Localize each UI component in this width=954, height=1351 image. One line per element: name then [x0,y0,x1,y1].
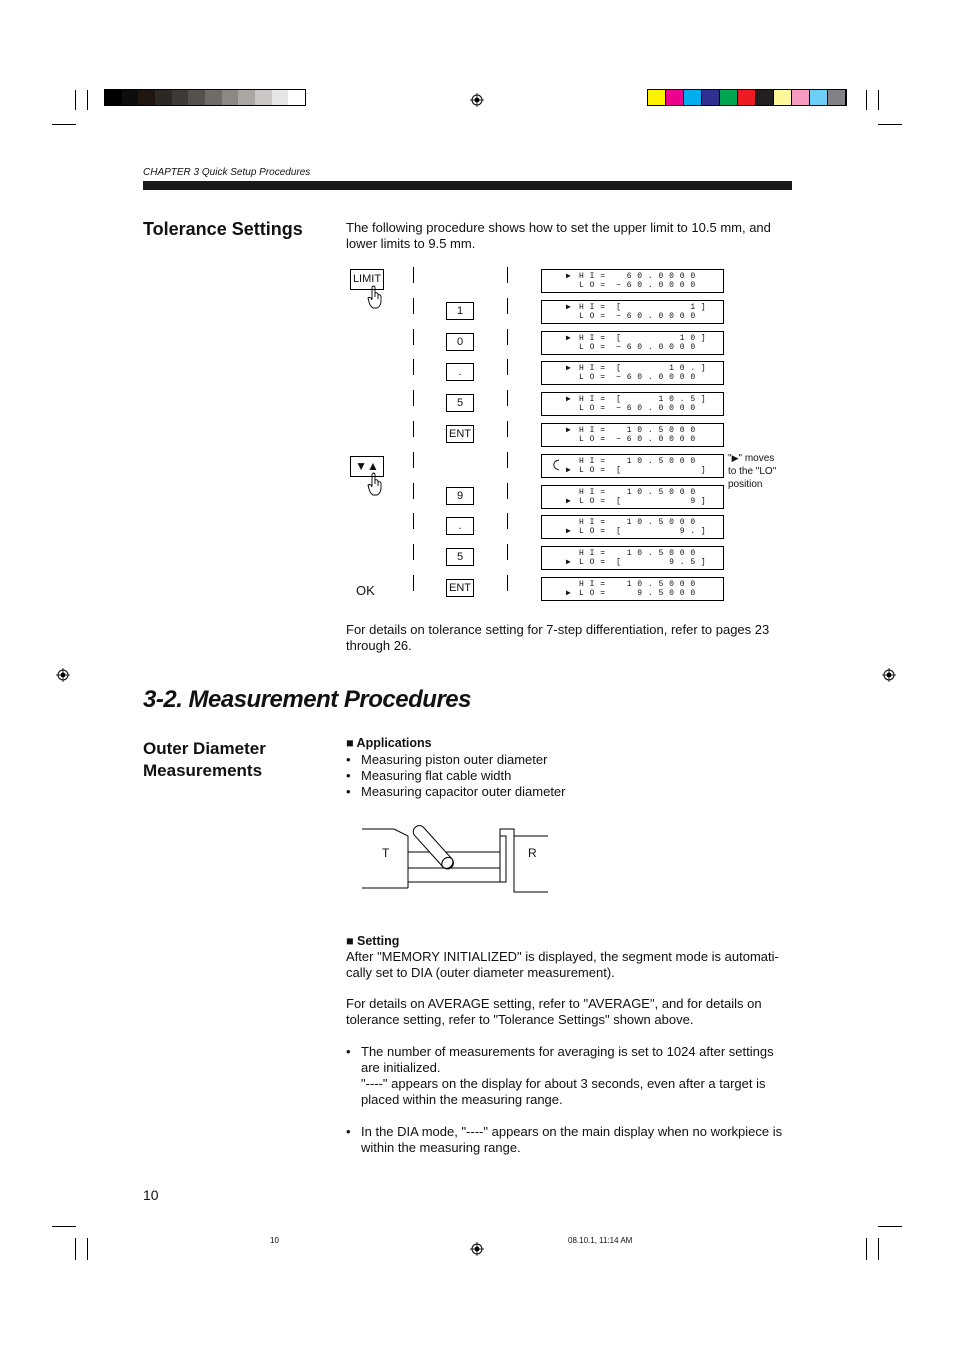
step-divider-line [413,544,414,560]
setting-paragraph-2: For details on AVERAGE setting, refer to "AVERAGE", and for details on tolerance setting, refer to "Tolerance Settings" shown above. [346,996,762,1027]
gray-swatch [238,90,255,105]
step-divider-line [507,483,508,499]
limit-key: LIMIT [350,269,384,290]
lcd-text: H I = 6 0 . 0 0 0 0 [579,272,696,281]
lcd-lo-row [542,527,723,536]
lcd-display [541,454,724,478]
chapter-header: CHAPTER 3 Quick Setup Procedures [143,167,311,178]
registration-mark-icon [470,93,484,107]
step-divider-line [413,267,414,283]
lcd-text: L O = − 6 0 . 0 0 0 0 [579,281,696,290]
slug-page: 10 [270,1236,279,1245]
section-title-measurement: 3-2. Measurement Procedures [143,686,471,713]
diameter-measurement-illustration [362,822,550,894]
numeric-key: ENT [446,579,474,597]
lcd-lo-row [542,497,723,506]
setting-notes [346,1044,786,1156]
lcd-hi-row [542,303,723,312]
lcd-hi-row [542,426,723,435]
cursor-arrow-icon: ▶ [566,426,571,435]
gray-swatch [105,90,122,105]
ok-label: OK [356,583,375,598]
color-swatch [756,90,774,105]
lcd-display [541,331,724,355]
lcd-text: L O = − 6 0 . 0 0 0 0 [579,373,696,382]
lcd-text: H I = [ 1 ] [579,303,707,312]
lcd-display [541,269,724,293]
step-divider-line [507,390,508,406]
lcd-text: L O = − 6 0 . 0 0 0 0 [579,404,696,413]
lcd-text: L O = [ ] [579,466,707,475]
tolerance-footer-text: For details on tolerance setting for 7-step differentiation, refer to pages 23 through 26. [346,622,770,653]
cursor-arrow-icon: ▶ [566,558,571,567]
color-swatch [810,90,828,105]
lcd-text: L O = − 6 0 . 0 0 0 0 [579,343,696,352]
lcd-display [541,423,724,447]
color-swatch [702,90,720,105]
setting-heading: ■ Setting [346,934,400,948]
step-divider-line [507,298,508,314]
lcd-display [541,515,724,539]
lcd-hi-row [542,334,723,343]
step-divider-line [413,452,414,468]
registration-mark-icon [882,668,896,682]
registration-mark-icon [56,668,70,682]
gray-swatch [122,90,139,105]
cursor-arrow-icon: ▶ [566,272,571,281]
gray-swatch [138,90,155,105]
step-divider-line [413,329,414,345]
lcd-lo-row [542,558,723,567]
lcd-display [541,361,724,385]
step-divider-line [413,421,414,437]
lcd-text: H I = 1 0 . 5 0 0 0 [579,457,696,466]
lcd-text: H I = [ 1 0 . 5 ] [579,395,707,404]
cursor-arrow-icon: ▶ [566,527,571,536]
gray-swatch [255,90,272,105]
lcd-text: L O = 9 . 5 0 0 0 [579,589,696,598]
step-divider-line [507,575,508,591]
lcd-text: L O = [ 9 . 5 ] [579,558,707,567]
gray-swatch [205,90,222,105]
lcd-hi-row [542,580,723,589]
lcd-text: H I = 1 0 . 5 0 0 0 [579,549,696,558]
numeric-key: 5 [446,394,474,412]
lcd-text: H I = [ 1 0 ] [579,334,707,343]
lcd-lo-row [542,343,723,352]
cursor-arrow-icon: ▶ [566,466,571,475]
gray-swatch [288,90,305,105]
numeric-key: 0 [446,333,474,351]
step-divider-line [413,390,414,406]
move-cursor-icon [551,458,565,472]
numeric-key: . [446,363,474,381]
lcd-text: H I = 1 0 . 5 0 0 0 [579,488,696,497]
lcd-lo-row [542,312,723,321]
step-divider-line [507,513,508,529]
color-swatch [774,90,792,105]
numeric-key: 9 [446,487,474,505]
cursor-arrow-icon: ▶ [731,453,739,463]
lcd-hi-row [542,395,723,404]
numeric-key: 5 [446,548,474,566]
gray-swatch [188,90,205,105]
lcd-hi-row [542,518,723,527]
up-down-key: ▼▲ [350,456,384,477]
cursor-arrow-icon: ▶ [566,497,571,506]
lcd-lo-row [542,373,723,382]
lcd-text: H I = 1 0 . 5 0 0 0 [579,426,696,435]
diagram-label-t: T [382,846,390,860]
lcd-hi-row [542,488,723,497]
lcd-lo-row [542,281,723,290]
step-divider-line [413,513,414,529]
gray-swatch [172,90,189,105]
gray-swatch [155,90,172,105]
measurement-diagram [362,822,550,894]
color-swatch [684,90,702,105]
lcd-text: H I = 1 0 . 5 0 0 0 [579,580,696,589]
lcd-hi-row [542,457,723,466]
cursor-note: "▶" moves to the "LO" position [728,453,777,490]
lcd-display [541,392,724,416]
slug-timestamp: 08.10.1, 11:14 AM [568,1236,633,1245]
lcd-lo-row [542,466,723,475]
step-divider-line [413,298,414,314]
color-swatch [666,90,684,105]
lcd-text: L O = [ 9 . ] [579,527,707,536]
color-swatch [828,90,846,105]
applications-heading: ■ Applications [346,736,432,750]
finger-press-icon [366,472,386,501]
lcd-text: L O = − 6 0 . 0 0 0 0 [579,435,696,444]
step-divider-line [413,575,414,591]
setting-paragraph-1: After "MEMORY INITIALIZED" is displayed, the segment mode is automati-cally set to DIA (outer diameter measurement). [346,949,779,980]
list-item: • In the DIA mode, "----" appears on the main display when no workpiece is within the measuring range. [346,1124,786,1156]
registration-mark-icon [470,1242,484,1256]
lcd-display [541,300,724,324]
numeric-key: ENT [446,425,474,443]
color-swatch [720,90,738,105]
applications-list [346,752,786,800]
lcd-hi-row [542,364,723,373]
cursor-arrow-icon: ▶ [566,395,571,404]
lcd-text: L O = − 6 0 . 0 0 0 0 [579,312,696,321]
lcd-text: H I = [ 1 0 . ] [579,364,707,373]
lcd-lo-row [542,435,723,444]
lcd-lo-row [542,589,723,598]
lcd-hi-row [542,549,723,558]
color-swatch [648,90,666,105]
list-item: • Measuring flat cable width [346,768,786,784]
list-item: • Measuring capacitor outer diameter [346,784,786,800]
lcd-text: H I = 1 0 . 5 0 0 0 [579,518,696,527]
numeric-key: . [446,517,474,535]
lcd-display [541,577,724,601]
step-divider-line [507,329,508,345]
tolerance-intro: The following procedure shows how to set the upper limit to 10.5 mm, and lower limits to 9.5 mm. [346,220,771,251]
cursor-arrow-icon: ▶ [566,364,571,373]
gray-swatch [272,90,289,105]
color-swatch [738,90,756,105]
subsection-title-outer-diameter: Outer Diameter Measurements [143,739,266,780]
list-item: • The number of measurements for averaging is set to 1024 after settings are initialized. "----" appears on the display for about 3 seconds, even after a target is placed within the measuring range. [346,1044,786,1108]
diagram-label-r: R [528,846,537,860]
cursor-arrow-icon: ▶ [566,334,571,343]
grayscale-bar [104,89,306,106]
color-bar [647,89,847,106]
header-rule [143,181,792,190]
cursor-arrow-icon: ▶ [566,303,571,312]
lcd-text: L O = [ 9 ] [579,497,707,506]
lcd-display [541,485,724,509]
step-divider-line [413,483,414,499]
cursor-arrow-icon: ▶ [566,589,571,598]
step-divider-line [507,359,508,375]
step-divider-line [507,544,508,560]
step-divider-line [507,267,508,283]
lcd-display [541,546,724,570]
step-divider-line [413,359,414,375]
finger-press-icon [366,285,386,314]
page-number: 10 [143,1187,159,1203]
list-item: • Measuring piston outer diameter [346,752,786,768]
lcd-hi-row [542,272,723,281]
section-title-tolerance: Tolerance Settings [143,219,303,239]
numeric-key: 1 [446,302,474,320]
gray-swatch [222,90,239,105]
color-swatch [792,90,810,105]
step-divider-line [507,421,508,437]
step-divider-line [507,452,508,468]
lcd-lo-row [542,404,723,413]
